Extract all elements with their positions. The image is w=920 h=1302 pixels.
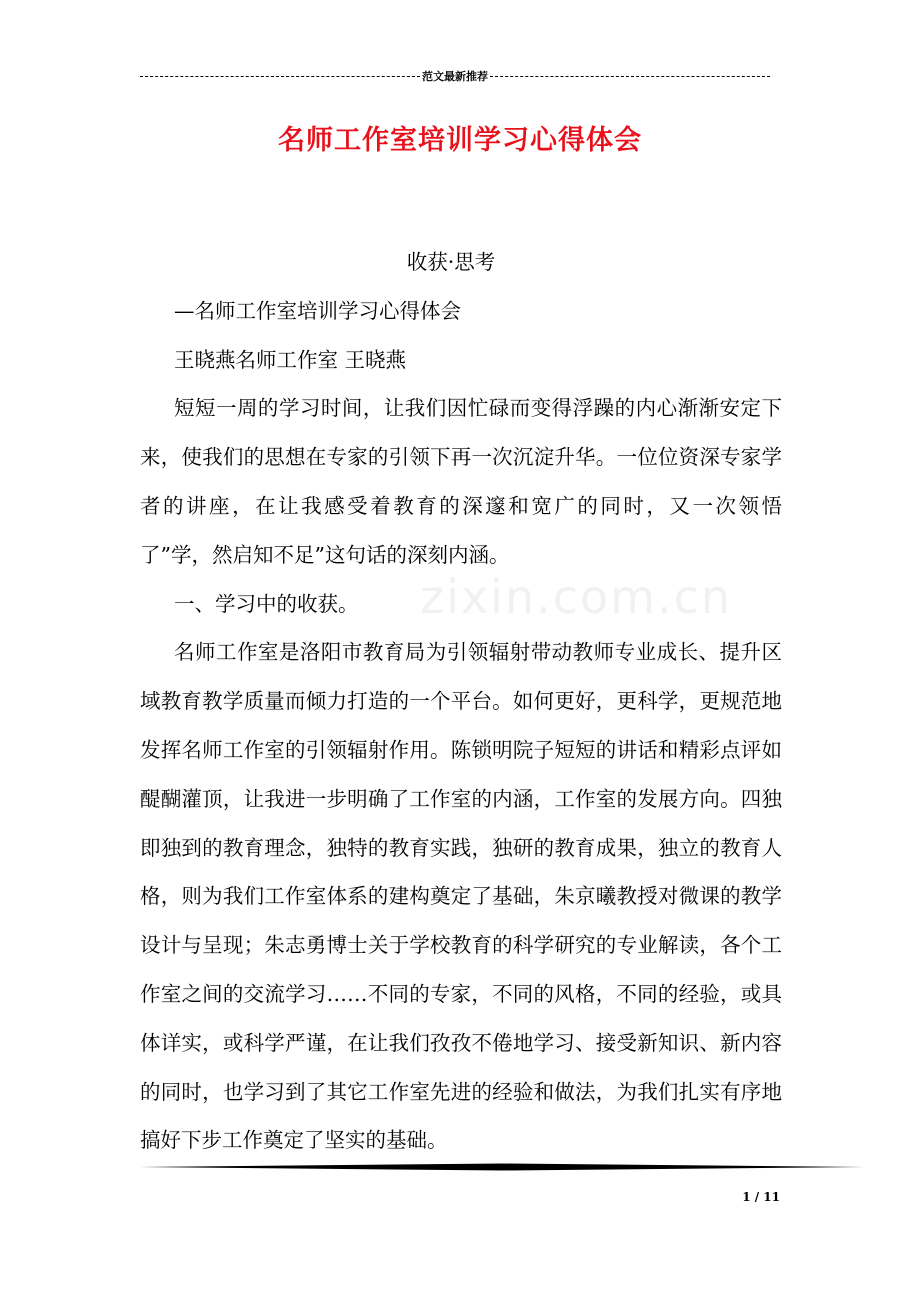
subtitle-dash: —名师工作室培训学习心得体会 [174,298,461,323]
header-dash-right [490,76,770,77]
section-heading: 一、学习中的收获。 [174,591,359,616]
document-title: 名师工作室培训学习心得体会 [278,125,642,156]
subtitle-center: 收获·思考 [406,250,496,274]
page-number: 1 / 11 [742,1190,780,1204]
document-body [140,238,782,1165]
footer-rule [140,1163,864,1171]
paragraph-intro: 短短一周的学习时间，让我们因忙碌而变得浮躁的内心渐渐安定下来，使我们的思想在专家的引领下再一次沉淀升华。一位位资深专家学者的讲座，在让我感受着教育的深邃和宽广的同时，又一次领悟了”学，然启知不足”这句话的深刻内涵。 [140,396,782,567]
paragraph-main: 名师工作室是洛阳市教育局为引领辐射带动教师专业成长、提升区域教育教学质量而倾力打造的一个平台。如何更好，更科学，更规范地发挥名师工作室的引领辐射作用。陈锁明院子短短的讲话和精彩点评如醍醐灌顶，让我进一步明确了工作室的内涵，工作室的发展方向。四独即独到的教育理念，独特的教育实践，独研的教育成果，独立的教育人格，则为我们工作室体系的建构奠定了基础，朱京曦教授对微课的教学设计与呈现；朱志勇博士关于学校教育的科学研究的专业解读，各个工作室之间的交流学习……不同的专家，不同的风格，不同的经验，或具体详实，或科学严谨，在让我们孜孜不倦地学习、接受新知识、新内容的同时，也学习到了其它工作室先进的经验和做法，为我们扎实有序地搞好下步工作奠定了坚实的基础。 [140,640,782,1153]
page-header [140,68,770,84]
header-label: 范文最新推荐 [422,70,488,83]
watermark: zixin.com.cn [420,570,733,624]
author-line: 王晓燕名师工作室 王晓燕 [174,347,407,372]
header-dash-left [140,76,420,77]
